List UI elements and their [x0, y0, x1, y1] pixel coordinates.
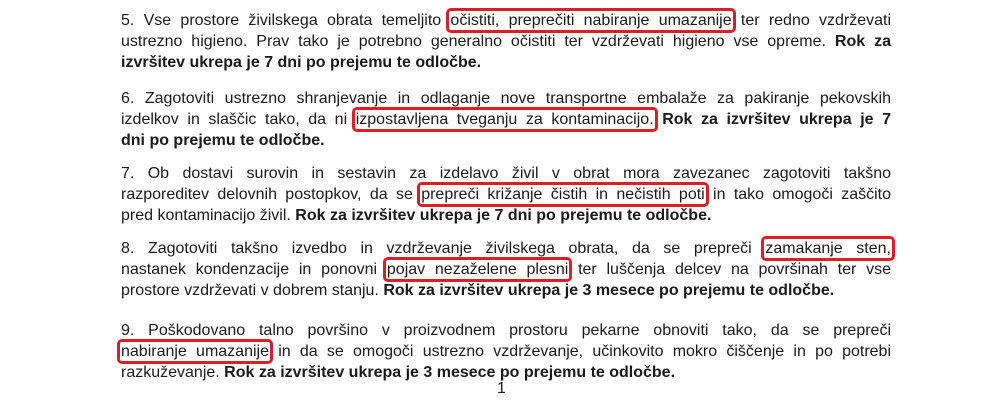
- item-8: [121, 238, 891, 301]
- item-5: [121, 10, 891, 73]
- item-9-line-3: razkuževanje. Rok za izvršitev ukrepa je 3 mesece po prejemu te odločbe.: [121, 364, 676, 381]
- page-number: 1: [497, 380, 506, 397]
- highlight-box: prepreči križanje čistih in nečistih poti: [421, 186, 705, 203]
- item-5-line-2: ustrezno higieno. Prav tako je potrebno generalno očistiti ter vzdrževati higieno vse opreme. Rok za: [121, 33, 891, 50]
- item-8-line-3: prostore vzdrževati v dobrem stanju. Rok za izvršitev ukrepa je 3 mesece po prejemu te odločbe.: [121, 282, 835, 299]
- item-6-line-1: 6. Zagotoviti ustrezno shranjevanje in odlaganje nove transportne embalaže za pakiranje pekovskih: [121, 90, 891, 107]
- item-9-line-2: nabiranje umazanije in da se omogoči ustrezno vzdrževanje, učinkovito mokro čiščenje in po potrebi: [121, 343, 892, 360]
- highlight-box: očistiti, preprečiti nabiranje umazanije: [450, 12, 732, 29]
- highlight-box: izpostavljena tveganju za kontaminacijo.: [355, 111, 654, 128]
- item-6-line-2: izdelkov in slaščic tako, da ni izpostavljena tveganju za kontaminacijo. Rok za izvršitev ukrepa je 7: [121, 111, 892, 128]
- highlight-box: zamakanje sten,: [765, 240, 891, 257]
- highlight-box: pojav nezaželene plesni: [386, 261, 569, 278]
- highlight-box: nabiranje umazanije: [121, 343, 269, 360]
- item-7-line-1: 7. Ob dostavi surovin in sestavin za izdelavo živil v obrat mora zavezanec zagotoviti takšno: [121, 165, 891, 182]
- item-6: [121, 88, 891, 151]
- item-9-line-1: 9. Poškodovano talno površino v proizvodnem prostoru pekarne obnoviti tako, da se prepreči: [121, 322, 891, 339]
- item-6-line-3: dni po prejemu te odločbe.: [121, 132, 325, 149]
- item-8-line-1: 8. Zagotoviti takšno izvedbo in vzdrževanje živilskega obrata, da se prepreči zamakanje sten,: [121, 240, 891, 257]
- item-8-line-2: nastanek kondenzacije in ponovni pojav nezaželene plesni ter luščenja delcev na površinah ter vse: [121, 261, 892, 278]
- item-9: [121, 320, 891, 383]
- item-7: [121, 163, 891, 226]
- item-5-line-1: 5. Vse prostore živilskega obrata temeljito očistiti, preprečiti nabiranje umazanije ter redno vzdrževati: [121, 12, 892, 29]
- item-5-line-3: izvršitev ukrepa je 7 dni po prejemu te odločbe.: [121, 54, 482, 71]
- item-7-line-3: pred kontaminacijo živil. Rok za izvršitev ukrepa je 7 dni po prejemu te odločbe.: [121, 207, 712, 224]
- item-7-line-2: razporeditev delovnih postopkov, da se prepreči križanje čistih in nečistih poti in tako omogoči zaščito: [121, 186, 891, 203]
